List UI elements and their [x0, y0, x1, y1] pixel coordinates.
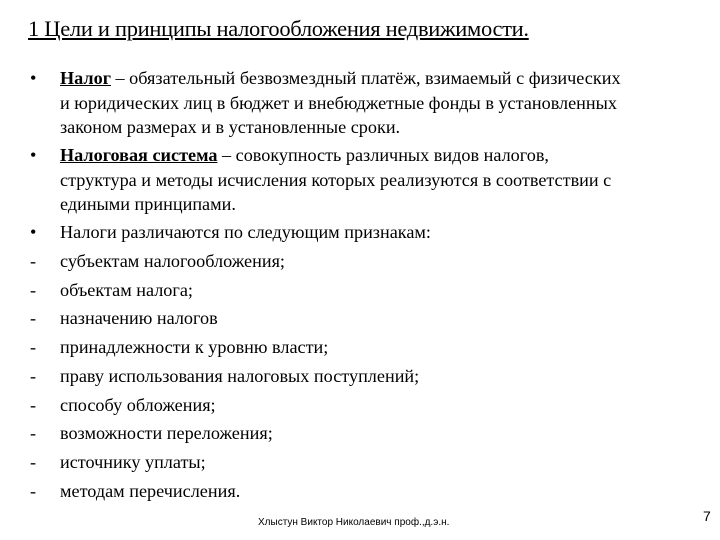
criteria-text: объектам налога; [60, 279, 193, 300]
dash: - [30, 394, 37, 415]
criteria-text: возможности переложения; [60, 423, 273, 444]
slide-title: 1 Цели и принципы налогообложения недвижимости. [28, 16, 529, 41]
bullet: • [30, 222, 37, 242]
term: Налоговая система [60, 145, 218, 165]
criteria-text: методам перечисления. [60, 480, 241, 501]
criteria-text: праву использования налоговых поступлений; [60, 365, 420, 386]
dash: - [30, 279, 37, 300]
dash: - [30, 423, 37, 444]
page-number: 7 [703, 508, 711, 524]
dash: - [30, 308, 37, 329]
dash: - [30, 365, 37, 386]
dash: - [30, 480, 37, 501]
bullet: • [30, 68, 37, 88]
dash: - [30, 251, 37, 271]
criteria-text: источнику уплаты; [60, 451, 206, 472]
dash: - [30, 337, 37, 358]
bullet: • [30, 145, 37, 165]
dash: - [30, 451, 37, 472]
criteria-text: назначению налогов [60, 308, 218, 329]
footer-author: Хлыстун Виктор Николаевич проф.,д.э.н. [258, 517, 450, 528]
criteria-text: принадлежности к уровню власти; [60, 337, 329, 358]
term: Налог [60, 68, 111, 88]
criteria-text: субъектам налогообложения; [60, 251, 285, 271]
criteria-text: способу обложения; [60, 394, 216, 415]
